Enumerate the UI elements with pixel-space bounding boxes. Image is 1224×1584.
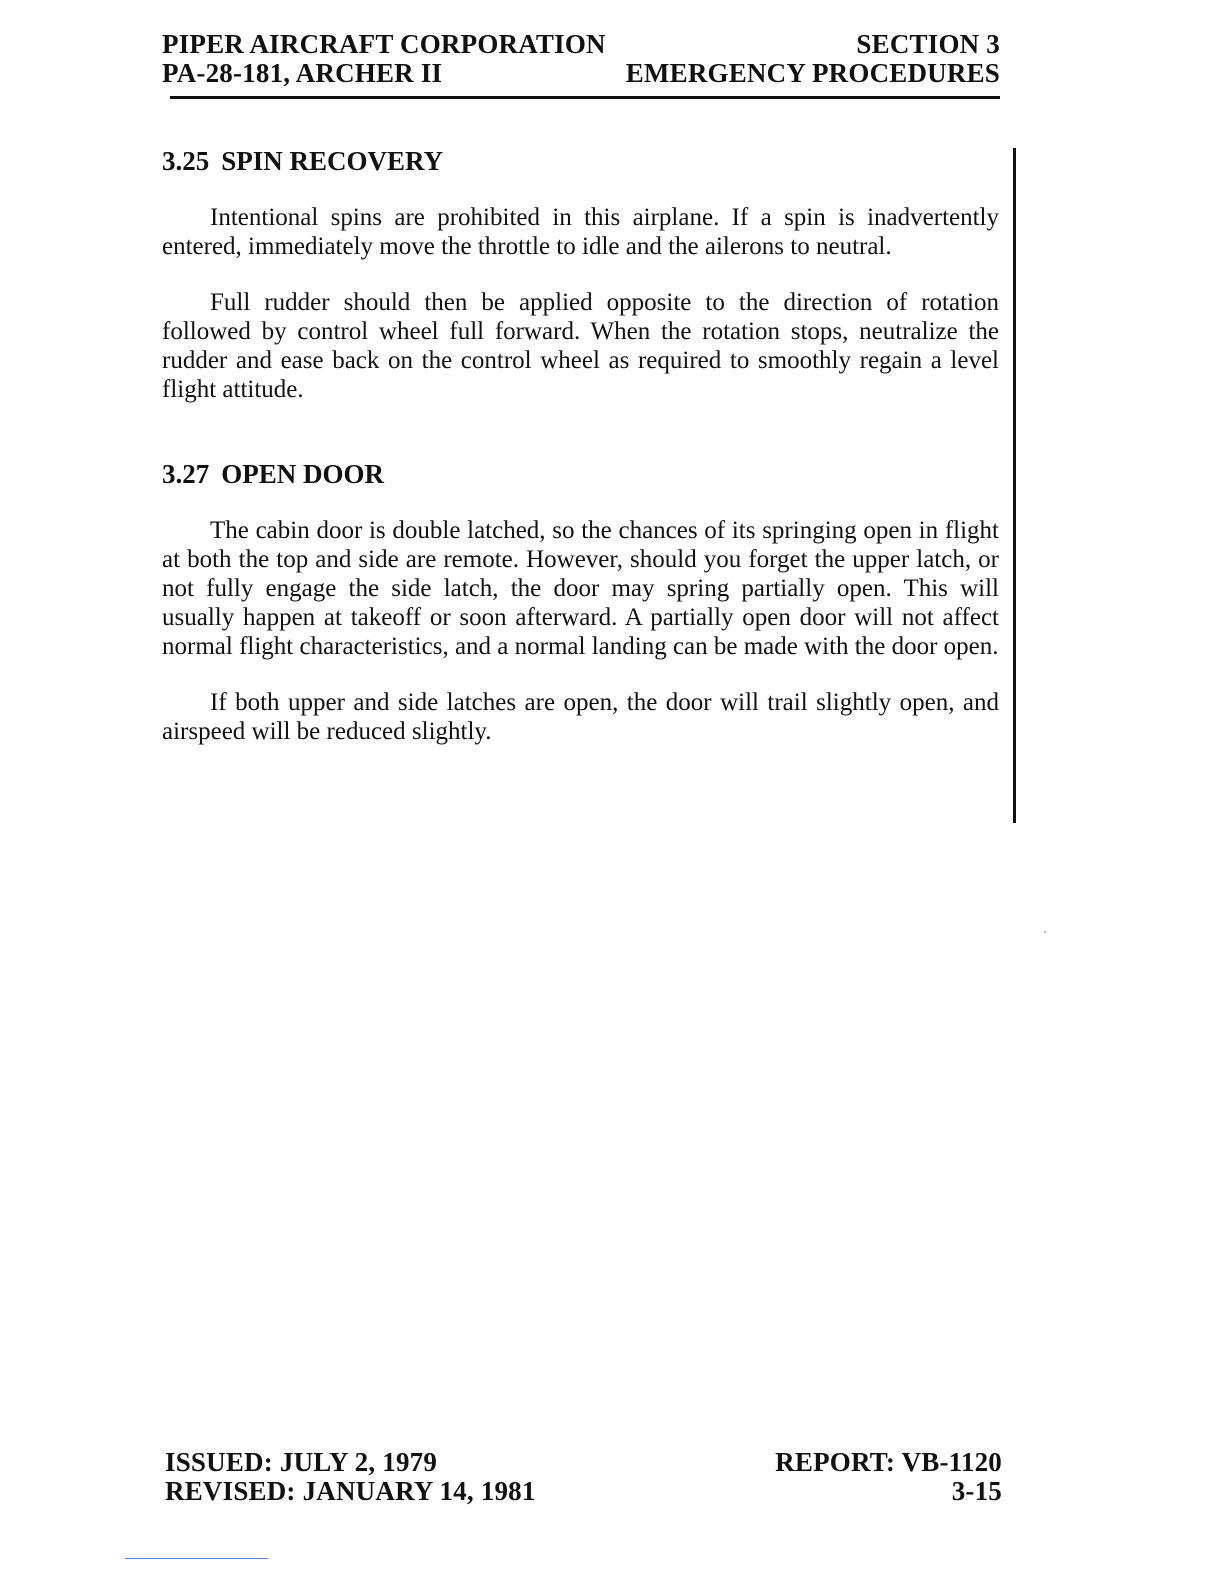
footer-row-top xyxy=(165,1448,1002,1477)
revision-bar xyxy=(1013,148,1016,823)
issued-date: ISSUED: JULY 2, 1979 xyxy=(165,1447,438,1477)
page-header xyxy=(162,30,1000,88)
paragraph: The cabin door is double latched, so the chances of its springing open in flight at both the top and side are remote. However, should you forget the upper latch, or not fully engage the side latch, the door may spring partially open. This will usually happen at takeoff or soon afterward. A partially open door will not affect normal flight characteristics, and a normal landing can be made with the door open. xyxy=(162,517,999,660)
paragraph: Intentional spins are prohibited in this airplane. If a spin is inadvertently entered, immediately move the throttle to idle and the ailerons to neutral. xyxy=(162,204,999,260)
company-name: PIPER AIRCRAFT CORPORATION xyxy=(162,29,606,59)
section-heading-spin-recovery xyxy=(162,145,999,177)
section-number: SECTION 3 xyxy=(856,29,1000,59)
header-divider xyxy=(170,96,1000,99)
section-title-spin-recovery: SPIN RECOVERY xyxy=(221,146,444,176)
page-number: 3-15 xyxy=(951,1476,1002,1506)
aircraft-model: PA-28-181, ARCHER II xyxy=(162,58,443,88)
paragraph: If both upper and side latches are open, the door will trail slightly open, and airspeed will be reduced slightly. xyxy=(162,689,999,745)
scan-speck xyxy=(1044,931,1046,933)
page-content xyxy=(162,145,999,746)
bottom-rule xyxy=(125,1558,268,1559)
header-row-top xyxy=(162,30,1000,59)
section-title: EMERGENCY PROCEDURES xyxy=(625,58,1000,88)
revised-date: REVISED: JANUARY 14, 1981 xyxy=(165,1476,536,1506)
page-footer xyxy=(165,1448,1002,1506)
paragraph: Full rudder should then be applied opposite to the direction of rotation followed by control wheel full forward. When the rotation stops, neutralize the rudder and ease back on the control wheel as required to smoothly regain a level flight attitude. xyxy=(162,289,999,403)
footer-row-bottom xyxy=(165,1477,1002,1506)
report-number: REPORT: VB-1120 xyxy=(775,1447,1002,1477)
section-title-open-door: OPEN DOOR xyxy=(221,459,385,489)
section-heading-open-door xyxy=(162,458,999,490)
section-number-3-27: 3.27 xyxy=(162,459,210,489)
section-number-3-25: 3.25 xyxy=(162,146,210,176)
header-row-bottom xyxy=(162,59,1000,88)
